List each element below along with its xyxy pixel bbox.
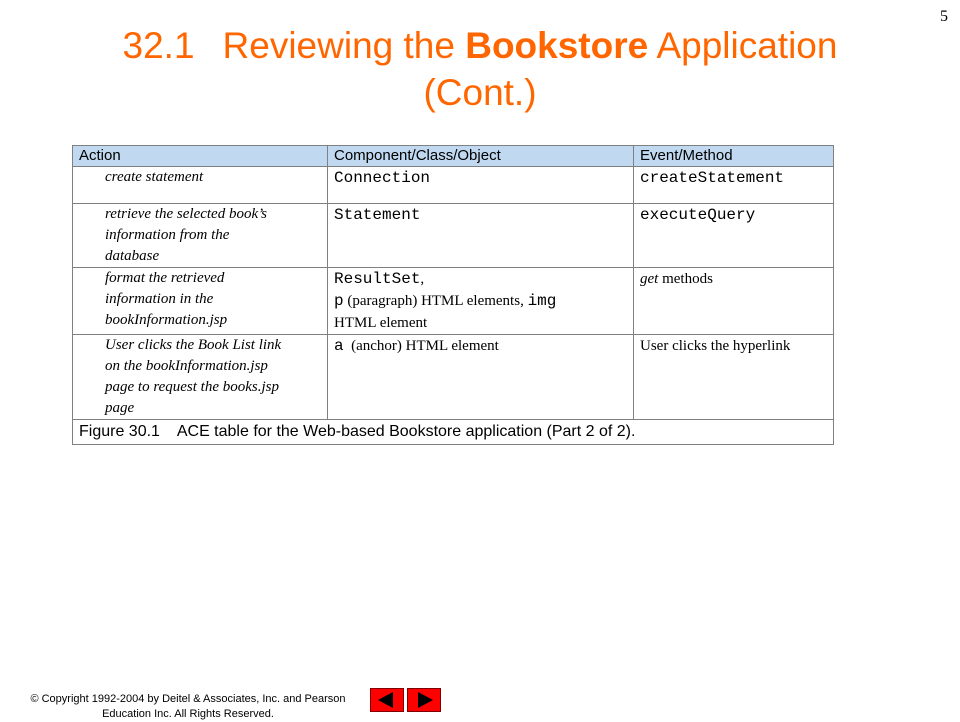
action-line: User clicks the Book List link <box>105 337 282 353</box>
right-arrow-icon <box>408 689 440 711</box>
component-text: img <box>527 292 557 310</box>
component-text: (paragraph) HTML elements, <box>343 293 528 309</box>
event-cell <box>634 335 834 420</box>
title-suffix: Application <box>656 25 838 66</box>
table-row <box>73 268 834 335</box>
table-caption-row <box>73 420 834 445</box>
action-line: retrieve the selected book’s <box>105 206 268 222</box>
copyright-line: © Copyright 1992-2004 by Deitel & Associates, Inc. and Pearson <box>30 693 346 705</box>
component-text: p <box>334 292 344 310</box>
next-slide-button[interactable] <box>407 688 441 712</box>
component-line <box>334 268 627 290</box>
copyright-notice <box>12 692 364 722</box>
component-line <box>334 312 627 334</box>
action-line: create statement <box>105 169 204 185</box>
component-line <box>334 290 627 312</box>
action-cell <box>73 167 328 204</box>
figure-caption: Figure 30.1 ACE table for the Web-based Bookstore application (Part 2 of 2). <box>73 420 834 445</box>
table-row <box>73 204 834 268</box>
page-number: 5 <box>940 8 948 25</box>
event-text: User clicks the hyperlink <box>640 338 791 354</box>
action-cell <box>73 204 328 268</box>
action-line: page to request the books.jsp <box>105 379 280 395</box>
event-text: executeQuery <box>640 206 756 224</box>
action-cell <box>73 335 328 420</box>
action-line: on the bookInformation.jsp <box>105 358 268 374</box>
table-row <box>73 335 834 420</box>
title-bold: Bookstore <box>465 25 649 66</box>
ace-table <box>72 145 834 445</box>
component-text: (anchor) HTML element <box>343 338 499 354</box>
component-text: Statement <box>334 206 421 224</box>
action-line: information in the <box>105 291 214 307</box>
title-line-2: (Cont.) <box>423 72 537 113</box>
title-prefix: Reviewing the <box>222 25 455 66</box>
event-text: createStatement <box>640 169 785 187</box>
title-line-1 <box>0 22 960 69</box>
action-line: format the retrieved <box>105 270 225 286</box>
component-text: a <box>334 337 344 355</box>
component-cell <box>328 268 634 335</box>
component-text: ResultSet <box>334 270 421 288</box>
copyright-line: Education Inc. All Rights Reserved. <box>102 708 274 720</box>
header-event: Event/Method <box>634 146 834 167</box>
title-number: 32.1 <box>122 25 195 66</box>
event-cell <box>634 167 834 204</box>
table-header-row <box>73 146 834 167</box>
action-line: database <box>105 248 160 264</box>
component-text: HTML element <box>334 315 428 331</box>
event-text: methods <box>658 271 713 287</box>
event-cell <box>634 204 834 268</box>
slide-title <box>0 22 960 116</box>
event-text: get <box>640 271 659 287</box>
event-cell <box>634 268 834 335</box>
left-arrow-icon <box>371 689 403 711</box>
previous-slide-button[interactable] <box>370 688 404 712</box>
component-cell <box>328 335 634 420</box>
action-cell <box>73 268 328 335</box>
table-row <box>73 167 834 204</box>
header-action: Action <box>73 146 328 167</box>
component-cell <box>328 204 634 268</box>
component-cell <box>328 167 634 204</box>
action-line: information from the <box>105 227 230 243</box>
component-text: Connection <box>334 169 431 187</box>
header-component: Component/Class/Object <box>328 146 634 167</box>
action-line: bookInformation.jsp <box>105 312 228 328</box>
component-text: , <box>420 271 425 287</box>
action-line: page <box>105 400 135 416</box>
